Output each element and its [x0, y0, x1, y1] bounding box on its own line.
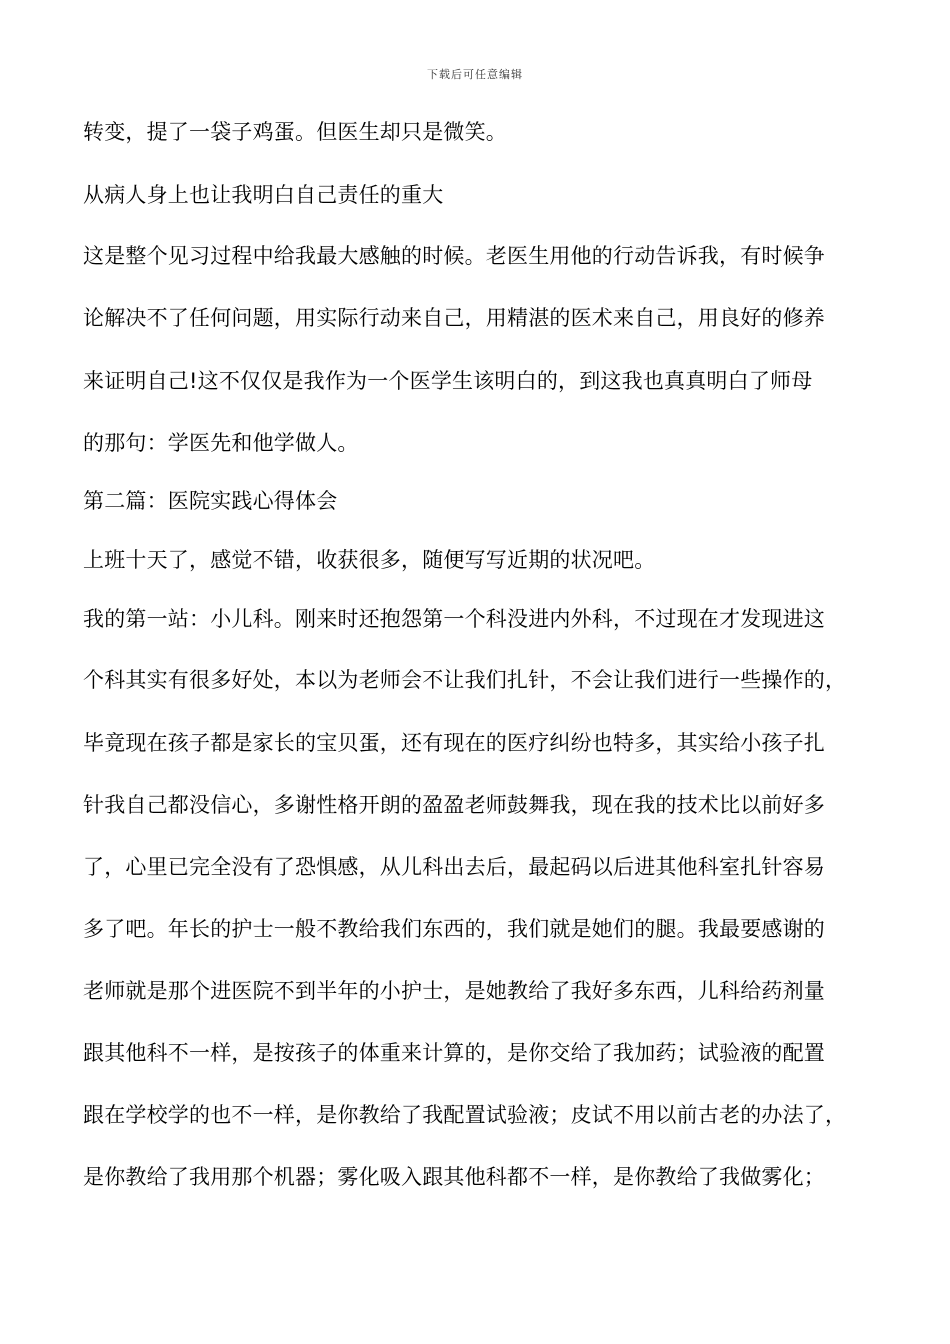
- paragraph-line: 这是整个见习过程中给我最大感触的时候。老医生用他的行动告诉我，有时候争: [83, 244, 825, 268]
- paragraph-line: 针我自己都没信心，多谢性格开朗的盈盈老师鼓舞我，现在我的技术比以前好多: [83, 793, 825, 817]
- paragraph-line: 个科其实有很多好处，本以为老师会不让我们扎针，不会让我们进行一些操作的，: [83, 668, 847, 692]
- paragraph-line: 了，心里已完全没有了恐惧感，从儿科出去后，最起码以后进其他科室扎针容易: [83, 855, 825, 879]
- paragraph-line: 来证明自己!这不仅仅是我作为一个医学生该明白的，到这我也真真明白了师母: [83, 369, 813, 393]
- paragraph-line: 的那句：学医先和他学做人。: [83, 431, 359, 455]
- paragraph-line: 老师就是那个进医院不到半年的小护士，是她教给了我好多东西，儿科给药剂量: [83, 979, 825, 1003]
- paragraph-line: 多了吧。年长的护士一般不教给我们东西的，我们就是她们的腿。我最要感谢的: [83, 917, 825, 941]
- page-header: 下载后可任意编辑: [427, 68, 523, 81]
- paragraph-line: 跟在学校学的也不一样，是你教给了我配置试验液；皮试不用以前古老的办法了，: [83, 1103, 847, 1127]
- section-heading: 从病人身上也让我明白自己责任的重大: [83, 183, 444, 207]
- paragraph-line: 上班十天了，感觉不错，收获很多，随便写写近期的状况吧。: [83, 548, 656, 572]
- paragraph-line: 我的第一站：小儿科。刚来时还抱怨第一个科没进内外科，不过现在才发现进这: [83, 607, 825, 631]
- paragraph-line: 跟其他科不一样，是按孩子的体重来计算的，是你交给了我加药；试验液的配置: [83, 1041, 825, 1065]
- section-heading: 第二篇：医院实践心得体会: [83, 489, 338, 513]
- paragraph-line: 论解决不了任何问题，用实际行动来自己，用精湛的医术来自己，用良好的修养: [83, 306, 825, 330]
- paragraph-line: 毕竟现在孩子都是家长的宝贝蛋，还有现在的医疗纠纷也特多，其实给小孩子扎: [83, 731, 825, 755]
- paragraph-line: 是你教给了我用那个机器；雾化吸入跟其他科都不一样，是你教给了我做雾化；: [83, 1165, 825, 1189]
- paragraph-line: 转变，提了一袋子鸡蛋。但医生却只是微笑。: [83, 120, 507, 144]
